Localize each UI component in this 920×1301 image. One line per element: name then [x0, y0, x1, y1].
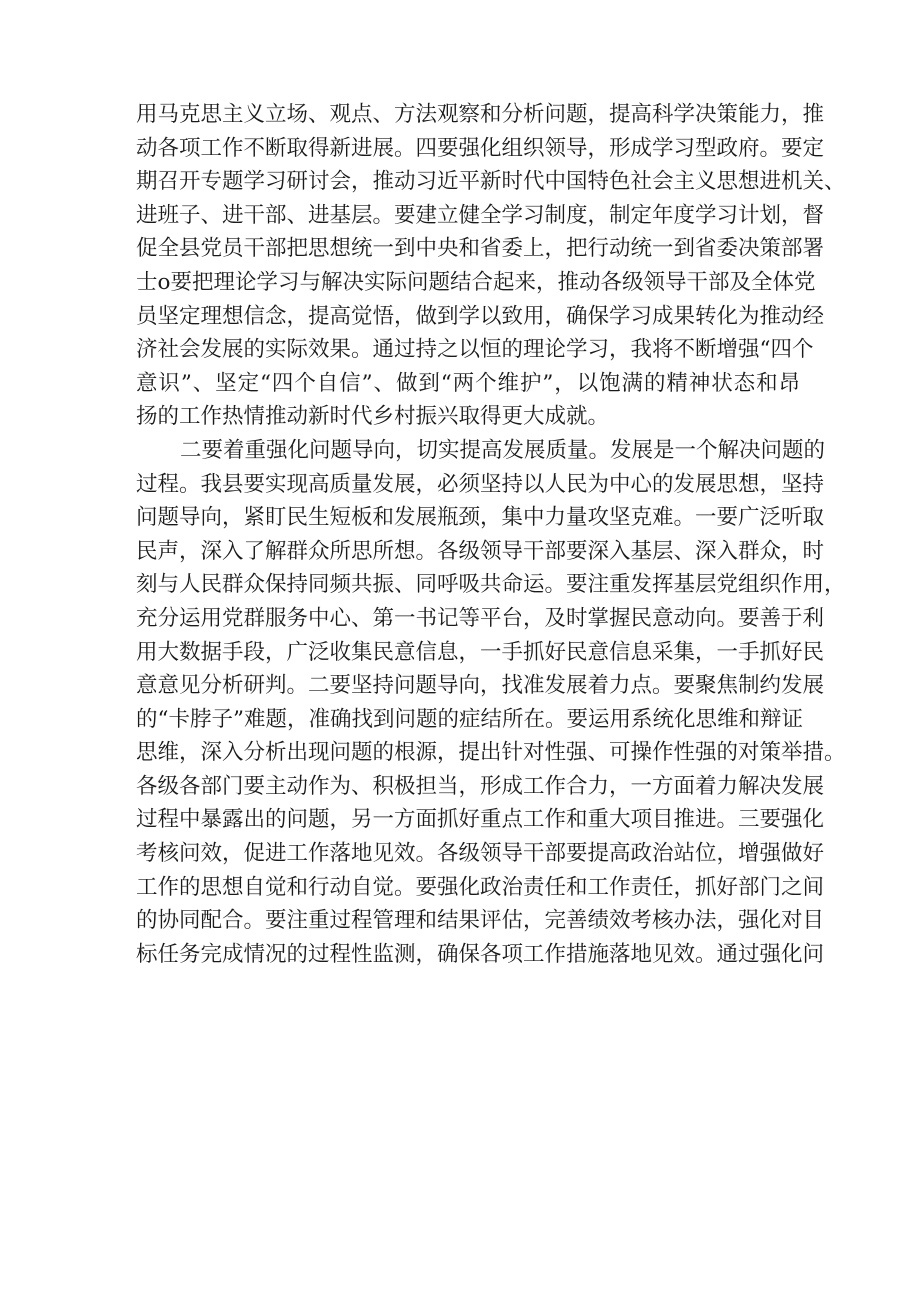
text-line: 刻与人民群众保持同频共振、同呼吸共命运。要注重发挥基层党组织作用， — [136, 572, 846, 598]
text-line: 促全县党员干部把思想统一到中央和省委上，把行动统一到省委决策部署 — [136, 236, 825, 262]
text-line: 过程。我县要实现高质量发展，必须坚持以人民为中心的发展思想，坚持 — [136, 471, 825, 497]
text-line: 进班子、进干部、进基层。要建立健全学习制度，制定年度学习计划，督 — [136, 202, 825, 228]
text-line: 各级各部门要主动作为、积极担当，形成工作合力，一方面着力解决发展 — [136, 773, 825, 799]
text-line: 民声，深入了解群众所思所想。各级领导干部要深入基层、深入群众，时 — [136, 538, 825, 564]
text-line: 工作的思想自觉和行动自觉。要强化政治责任和工作责任，抓好部门之间 — [136, 874, 825, 900]
text-line: 员坚定理想信念，提高觉悟，做到学以致用，确保学习成果转化为推动经 — [136, 303, 825, 329]
text-line: 过程中暴露出的问题，另一方面抓好重点工作和重大项目推进。三要强化 — [136, 807, 825, 833]
document-body — [136, 98, 846, 971]
text-line: 的协同配合。要注重过程管理和结果评估，完善绩效考核办法，强化对目 — [136, 908, 825, 934]
paragraph-2 — [136, 434, 846, 972]
text-line: 期召开专题学习研讨会，推动习近平新时代中国特色社会主义思想进机关、 — [136, 169, 846, 195]
text-line: 士o要把理论学习与解决实际问题结合起来，推动各级领导干部及全体党 — [136, 269, 816, 295]
paragraph-1 — [136, 98, 846, 434]
text-line: 用大数据手段，广泛收集民意信息，一手抓好民意信息采集，一手抓好民 — [136, 639, 825, 665]
text-line: 思维，深入分析出现问题的根源，提出针对性强、可操作性强的对策举措。 — [136, 740, 846, 766]
text-line: 问题导向，紧盯民生短板和发展瓶颈，集中力量攻坚克难。一要广泛听取 — [136, 505, 825, 531]
text-line: 标任务完成情况的过程性监测，确保各项工作措施落地见效。通过强化问 — [136, 941, 825, 967]
text-line: 考核问效，促进工作落地见效。各级领导干部要提高政治站位，增强做好 — [136, 841, 825, 867]
text-line: 充分运用党群服务中心、第一书记等平台，及时掌握民意动向。要善于利 — [136, 605, 825, 631]
text-line: 的“卡脖子”难题，准确找到问题的症结所在。要运用系统化思维和辩证 — [136, 706, 803, 732]
text-line: 动各项工作不断取得新进展。四要强化组织领导，形成学习型政府。要定 — [136, 135, 825, 161]
text-line: 扬的工作热情推动新时代乡村振兴取得更大成就。 — [136, 404, 610, 430]
text-line: 二要着重强化问题导向，切实提高发展质量。发展是一个解决问题的 — [180, 437, 826, 463]
text-line: 意意见分析研判。二要坚持问题导向，找准发展着力点。要聚焦制约发展 — [136, 673, 825, 699]
text-line: 用马克思主义立场、观点、方法观察和分析问题，提高科学决策能力，推 — [136, 102, 825, 127]
text-line: 济社会发展的实际效果。通过持之以恒的理论学习，我将不断增强“四个 — [136, 337, 814, 363]
text-line: 意识”、坚定“四个自信”、做到“两个维护”，以饱满的精神状态和昂 — [136, 370, 800, 396]
